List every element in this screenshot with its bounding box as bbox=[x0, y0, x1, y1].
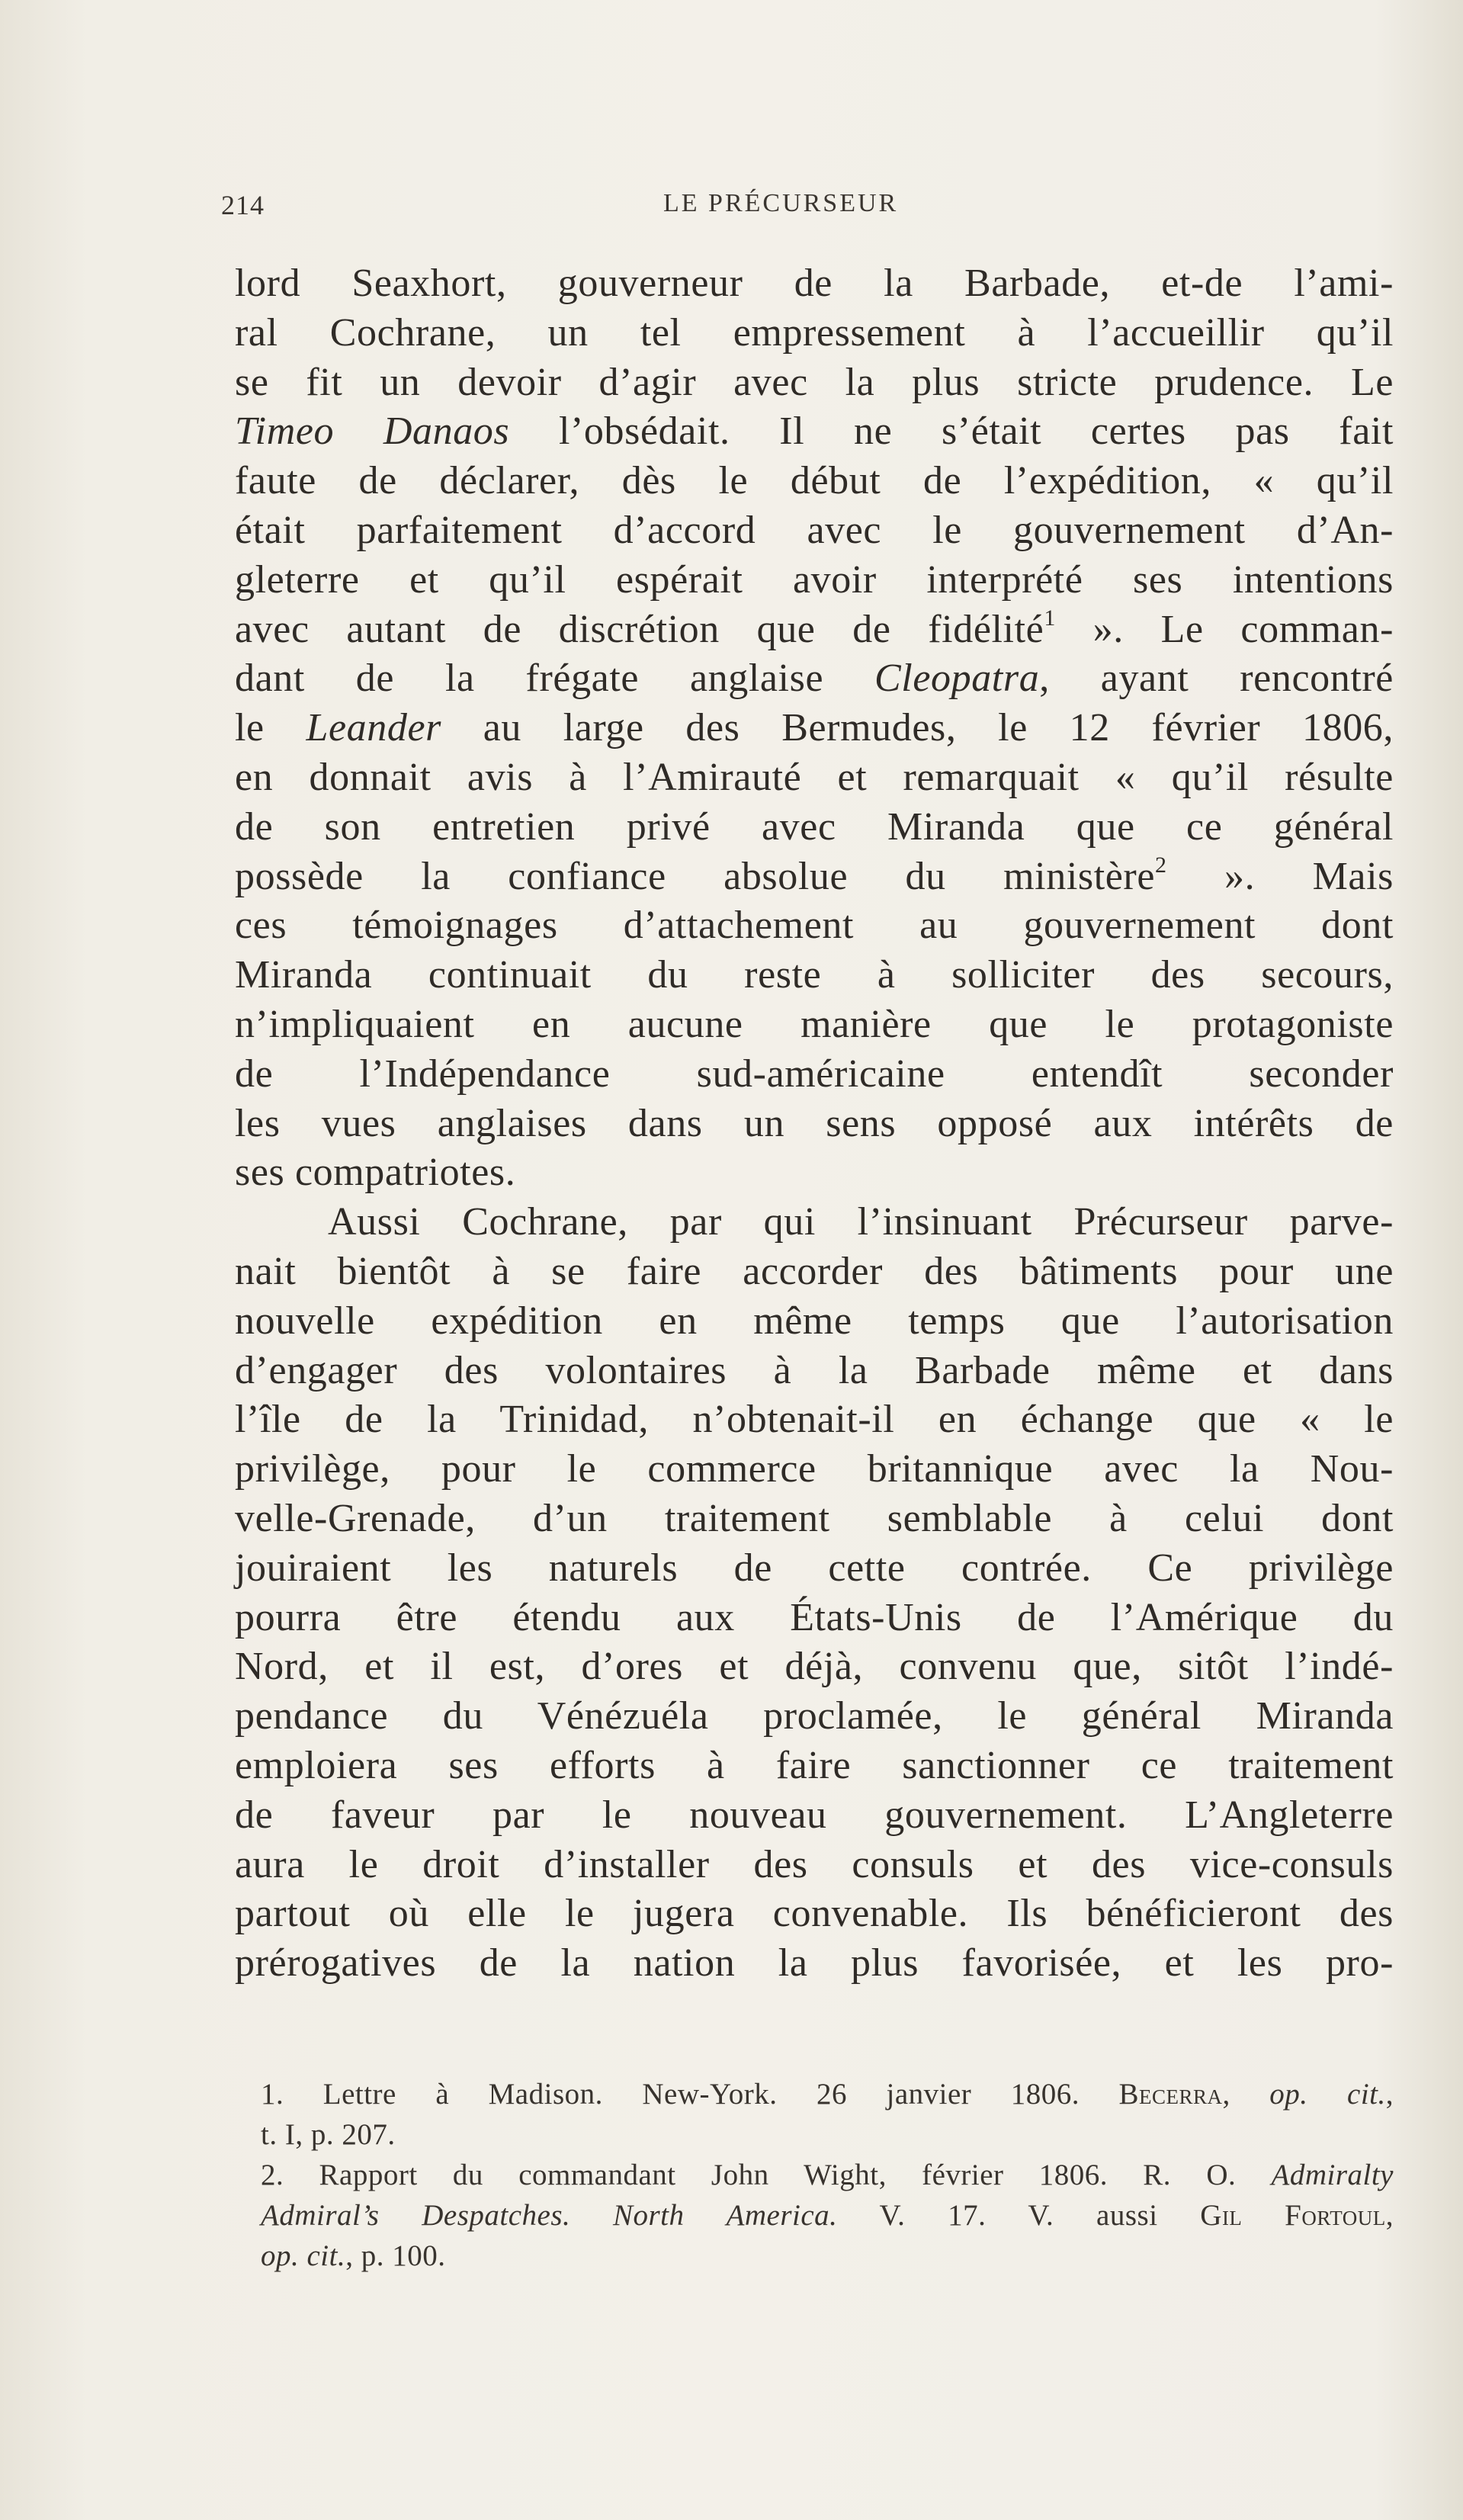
text-line: était parfaitement d’accord avec le gouvernement d’An- bbox=[235, 508, 1394, 552]
text-line: de son entretien privé avec Miranda que ce général bbox=[235, 804, 1394, 849]
text-line: velle-Grenade, d’un traitement semblable à celui dont bbox=[235, 1496, 1394, 1540]
text-line: avec autant de discrétion que de fidélité$^1$ ». Le comman- bbox=[235, 605, 1394, 651]
text-line: nouvelle expédition en même temps que l’autorisation bbox=[235, 1299, 1394, 1343]
text-line: Miranda continuait du reste à solliciter des secours, bbox=[235, 953, 1394, 997]
text-line: de faveur par le nouveau gouvernement. L’Angleterre bbox=[235, 1793, 1394, 1837]
text-line: possède la confiance absolue du ministère$^2$ ». Mais bbox=[235, 852, 1394, 898]
text-line: Timeo Danaos l’obsédait. Il ne s’était certes pas fait bbox=[235, 409, 1394, 454]
text-line: de l’Indépendance sud-américaine entendît seconder bbox=[235, 1051, 1394, 1096]
footnote-line: 1. Lettre à Madison. New-York. 26 janvier 1806. Becerra, op. cit., bbox=[261, 2078, 1394, 2111]
text-line: lord Seaxhort, gouverneur de la Barbade, et-de l’ami- bbox=[235, 262, 1394, 305]
text-line: le Leander au large des Bermudes, le 12 février 1806, bbox=[235, 706, 1394, 750]
footnote-line: op. cit., p. 100. bbox=[261, 2239, 446, 2272]
text-line: se fit un devoir d’agir avec la plus stricte prudence. Le bbox=[235, 360, 1394, 404]
text-line: l’île de la Trinidad, n’obtenait-il en échange que « le bbox=[235, 1398, 1394, 1442]
text-line: gleterre et qu’il espérait avoir interprété ses intentions bbox=[235, 557, 1394, 602]
text-line: en donnait avis à l’Amirauté et remarquait « qu’il résulte bbox=[235, 755, 1394, 799]
text-line: ses compatriotes. bbox=[235, 1151, 516, 1195]
footnote-line: 2. Rapport du commandant John Wight, février 1806. R. O. Admiralty bbox=[261, 2159, 1394, 2191]
text-line: privilège, pour le commerce britannique avec la Nou- bbox=[235, 1447, 1394, 1491]
page-header bbox=[221, 189, 1380, 227]
text-line: partout où elle le jugera convenable. Ils bénéficieront des bbox=[235, 1892, 1394, 1936]
text-line: n’impliquaient en aucune manière que le protagoniste bbox=[235, 1002, 1394, 1046]
text-line: dant de la frégate anglaise Cleopatra, ayant rencontré bbox=[235, 656, 1394, 701]
text-line: prérogatives de la nation la plus favorisée, et les pro- bbox=[235, 1941, 1394, 1986]
text-line: d’engager des volontaires à la Barbade même et dans bbox=[235, 1348, 1394, 1392]
text-line: aura le droit d’installer des consuls et des vice-consuls bbox=[235, 1842, 1394, 1886]
body-text bbox=[235, 259, 1394, 1989]
running-title: LE PRÉCURSEUR bbox=[663, 189, 899, 217]
text-line: ces témoignages d’attachement au gouvernement dont bbox=[235, 904, 1394, 948]
page-number: 214 bbox=[221, 190, 265, 220]
text-line: les vues anglaises dans un sens opposé aux intérêts de bbox=[235, 1101, 1394, 1145]
text-line: Nord, et il est, d’ores et déjà, convenu que, sitôt l’indé- bbox=[235, 1645, 1394, 1689]
text-line: jouiraient les naturels de cette contrée. Ce privilège bbox=[235, 1546, 1394, 1590]
text-line: pourra être étendu aux États-Unis de l’Amérique du bbox=[235, 1595, 1394, 1639]
text-line: ral Cochrane, un tel empressement à l’accueillir qu’il bbox=[235, 310, 1394, 355]
text-line: faute de déclarer, dès le début de l’expédition, « qu’il bbox=[235, 459, 1394, 503]
footnote-line: Admiral’s Despatches. North America. V. 17. V. aussi Gil Fortoul, bbox=[261, 2199, 1394, 2232]
text-line: emploiera ses efforts à faire sanctionner ce traitement bbox=[235, 1743, 1394, 1787]
text-line: Aussi Cochrane, par qui l’insinuant Précurseur parve- bbox=[328, 1200, 1394, 1244]
footnotes bbox=[261, 2074, 1394, 2276]
text-line: nait bientôt à se faire accorder des bâtiments pour une bbox=[235, 1249, 1394, 1293]
text-line: pendance du Vénézuéla proclamée, le général Miranda bbox=[235, 1694, 1394, 1738]
footnote-line: t. I, p. 207. bbox=[261, 2118, 396, 2151]
